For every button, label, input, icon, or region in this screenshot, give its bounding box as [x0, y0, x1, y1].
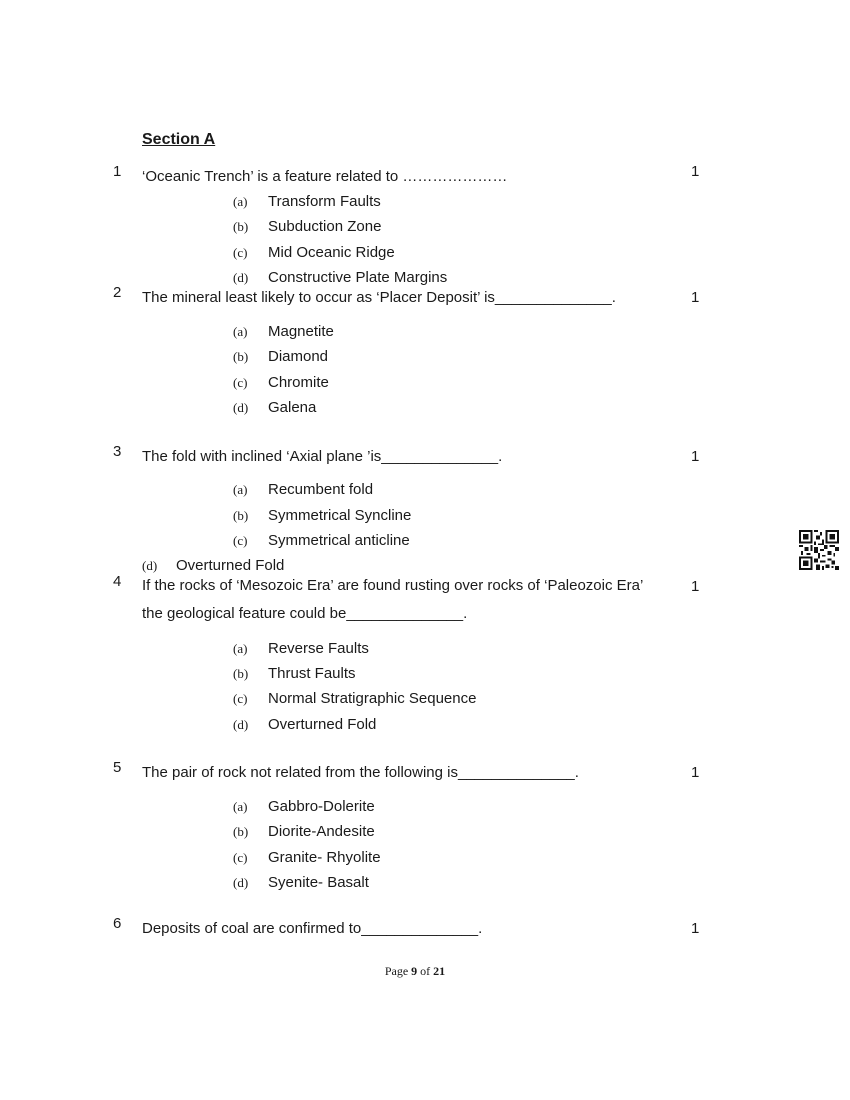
- question-6-marks: 1: [691, 920, 700, 937]
- question-2-text: The mineral least likely to occur as ‘Placer Deposit’ is______________.: [142, 289, 616, 306]
- option-text: Normal Stratigraphic Sequence: [268, 690, 477, 707]
- option-text: Galena: [268, 399, 317, 416]
- question-5-text: The pair of rock not related from the following is______________.: [142, 764, 579, 781]
- question-2-option-b: [233, 348, 328, 365]
- option-text: Symmetrical anticline: [268, 532, 410, 549]
- option-letter: (d): [142, 558, 158, 573]
- option-letter: (d): [233, 717, 249, 732]
- question-5-number: 5: [113, 759, 122, 776]
- question-3-marks: 1: [691, 448, 700, 465]
- question-5-option-c: [233, 849, 381, 866]
- question-3-option-a: [233, 481, 373, 498]
- question-4-option-a: [233, 640, 369, 657]
- option-letter: (a): [233, 641, 248, 656]
- question-1-text: ‘Oceanic Trench’ is a feature related to …………………: [142, 168, 508, 185]
- question-2-option-d: [233, 399, 316, 416]
- question-5-marks: 1: [691, 764, 700, 781]
- option-letter: (d): [233, 875, 249, 890]
- question-3-option-c: [233, 532, 410, 549]
- option-text: Granite- Rhyolite: [268, 849, 381, 866]
- option-text: Diorite-Andesite: [268, 823, 375, 840]
- section-title: Section A: [142, 131, 216, 148]
- option-letter: (a): [233, 482, 248, 497]
- option-text: Overturned Fold: [268, 716, 377, 733]
- option-letter: (a): [233, 799, 248, 814]
- option-letter: (b): [233, 824, 249, 839]
- option-text: Diamond: [268, 348, 329, 365]
- question-1-option-a: [233, 193, 381, 210]
- question-2-marks: 1: [691, 289, 700, 306]
- option-letter: (c): [233, 850, 248, 865]
- option-text: Magnetite: [268, 323, 334, 340]
- option-text: Thrust Faults: [268, 665, 356, 682]
- question-1-option-d: [233, 269, 447, 286]
- question-2-option-c: [233, 374, 329, 391]
- question-1-option-c: [233, 244, 395, 261]
- question-3-number: 3: [113, 443, 122, 460]
- question-6-number: 6: [113, 915, 122, 932]
- question-4-marks: 1: [691, 578, 700, 595]
- page-footer: [0, 964, 830, 979]
- question-6-text: Deposits of coal are confirmed to______________.: [142, 920, 483, 937]
- option-text: Mid Oceanic Ridge: [268, 244, 395, 261]
- option-text: Gabbro-Dolerite: [268, 798, 375, 815]
- question-2-number: 2: [113, 284, 122, 301]
- option-text: Subduction Zone: [268, 218, 382, 235]
- page-number: 9: [411, 964, 418, 978]
- option-text: Constructive Plate Margins: [268, 269, 448, 286]
- question-4-option-b: [233, 665, 356, 682]
- question-4-text: If the rocks of ‘Mesozoic Era’ are found rusting over rocks of ‘Paleozoic Era’ the geological feature could be______________.: [142, 577, 643, 622]
- option-text: Recumbent fold: [268, 481, 374, 498]
- option-letter: (d): [233, 270, 249, 285]
- page-total: 21: [433, 964, 446, 978]
- option-text: Overturned Fold: [176, 557, 285, 574]
- question-4-option-d: [233, 716, 376, 733]
- option-letter: (c): [233, 533, 248, 548]
- option-text: Transform Faults: [268, 193, 381, 210]
- question-5-option-b: [233, 823, 375, 840]
- option-letter: (c): [233, 375, 248, 390]
- option-letter: (a): [233, 324, 248, 339]
- option-text: Reverse Faults: [268, 640, 369, 657]
- option-letter: (b): [233, 508, 249, 523]
- option-letter: (b): [233, 349, 249, 364]
- option-letter: (b): [233, 666, 249, 681]
- question-3-option-b: [233, 507, 411, 524]
- option-text: Symmetrical Syncline: [268, 507, 412, 524]
- question-5-option-a: [233, 798, 375, 815]
- option-letter: (c): [233, 691, 248, 706]
- option-letter: (c): [233, 245, 248, 260]
- question-4-option-c: [233, 690, 476, 707]
- question-1-option-b: [233, 218, 381, 235]
- question-1-marks: 1: [691, 163, 700, 180]
- qr-code-icon: [799, 530, 839, 570]
- option-letter: (d): [233, 400, 249, 415]
- option-letter: (a): [233, 194, 248, 209]
- question-1-number: 1: [113, 163, 122, 180]
- page-of-label: of: [420, 964, 431, 978]
- question-5-option-d: [233, 874, 369, 891]
- question-3-text: The fold with inclined ‘Axial plane ’is______________.: [142, 448, 503, 465]
- page-label: Page: [384, 964, 409, 978]
- question-2-option-a: [233, 323, 334, 340]
- option-text: Chromite: [268, 374, 329, 391]
- option-letter: (b): [233, 219, 249, 234]
- option-text: Syenite- Basalt: [268, 874, 369, 891]
- question-4-number: 4: [113, 573, 122, 590]
